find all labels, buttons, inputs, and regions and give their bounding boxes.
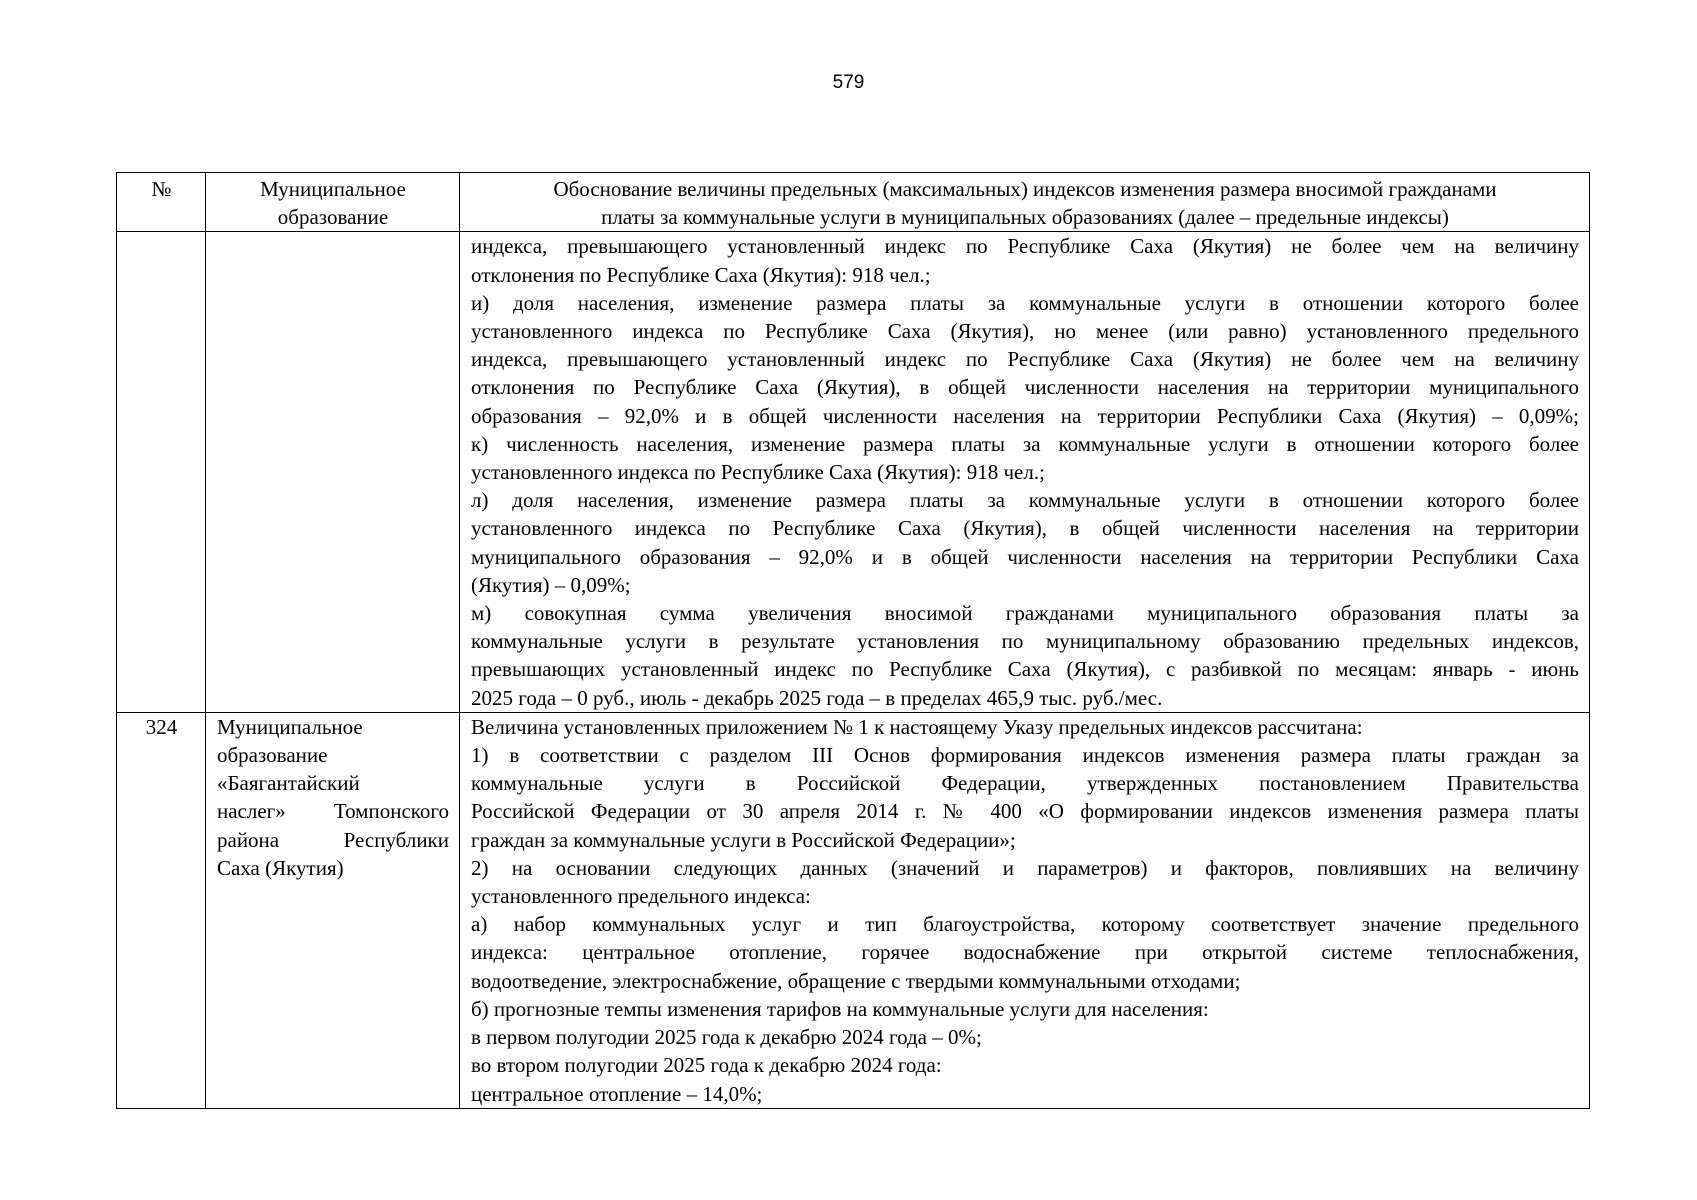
municipality-line: образование — [217, 743, 328, 768]
text-line: установленного предельного индекса: — [471, 884, 811, 909]
text-line: б) прогнозные темпы изменения тарифов на коммунальные услуги для населения: — [471, 996, 1209, 1021]
municipality-line: района Республики — [217, 827, 449, 852]
cell-municipality-empty — [206, 232, 460, 712]
text-line: и) доля населения, изменение размера платы за коммунальные услуги в отношении которого более — [471, 290, 1579, 315]
justification-text — [471, 232, 1579, 711]
header-municipality-line: Муниципальное — [260, 177, 406, 201]
text-line: м) совокупная сумма увеличения вносимой гражданами муниципального образования платы за — [471, 601, 1579, 626]
municipality-name — [217, 713, 449, 882]
text-line: отклонения по Республике Саха (Якутия): 918 чел.; — [471, 262, 931, 287]
text-line: в первом полугодии 2025 года к декабрю 2024 года – 0%; — [471, 1025, 982, 1050]
cell-number — [117, 712, 206, 1108]
text-line: индекса, превышающего установленный индекс по Республике Саха (Якутия) не более чем на величину — [471, 234, 1579, 259]
header-justification — [460, 173, 1590, 232]
text-line: муниципального образования – 92,0% и в общей численности населения на территории Республики Саха — [471, 544, 1579, 569]
header-municipality-line: образование — [277, 205, 389, 230]
header-number-label: № — [151, 177, 172, 201]
text-line: установленного индекса по Республике Саха (Якутия), в общей численности населения на территории — [471, 516, 1579, 541]
text-line: Величина установленных приложением № 1 к настоящему Указу предельных индексов рассчитана: — [471, 714, 1363, 739]
text-line: коммунальные услуги в результате установления по муниципальному образованию предельных индексов, — [471, 629, 1579, 654]
text-line: отклонения по Республике Саха (Якутия), в общей численности населения на территории муниципального — [471, 375, 1579, 400]
text-line: (Якутия) – 0,09%; — [471, 572, 631, 597]
table-row-continued — [117, 232, 1590, 712]
text-line: Российской Федерации от 30 апреля 2014 г. № 400 «О формировании индексов изменения размера платы — [471, 799, 1579, 824]
municipality-line: Саха (Якутия) — [217, 855, 344, 880]
table-header-row — [117, 173, 1590, 232]
text-line: а) набор коммунальных услуг и тип благоустройства, которому соответствует значение предельного — [471, 912, 1579, 937]
cell-number-empty — [117, 232, 206, 712]
header-municipality — [206, 173, 460, 232]
text-line: образования – 92,0% и в общей численности населения на территории Республики Саха (Якутия) – 0,09%; — [471, 403, 1579, 428]
header-number — [117, 173, 206, 232]
text-line: 2025 года – 0 руб., июль - декабрь 2025 года – в пределах 465,9 тыс. руб./мес. — [471, 685, 1163, 710]
table-row-324 — [117, 712, 1590, 1108]
cell-justification — [460, 712, 1590, 1108]
text-line: л) доля населения, изменение размера платы за коммунальные услуги в отношении которого более — [471, 488, 1579, 513]
justification-table — [116, 172, 1590, 1109]
text-line: превышающих установленный индекс по Республике Саха (Якутия), с разбивкой по месяцам: январь - июнь — [471, 657, 1579, 682]
text-line: центральное отопление – 14,0%; — [471, 1081, 763, 1106]
text-line: установленного индекса по Республике Саха (Якутия): 918 чел.; — [471, 460, 1045, 485]
text-line: граждан за коммунальные услуги в Российской Федерации»; — [471, 827, 1016, 852]
municipality-line: Муниципальное — [217, 714, 363, 739]
text-line: установленного индекса по Республике Саха (Якутия), но менее (или равно) установленного предельного — [471, 319, 1579, 344]
cell-justification — [460, 232, 1590, 712]
text-line: индекса, превышающего установленный индекс по Республике Саха (Якутия) не более чем на величину — [471, 347, 1579, 372]
municipality-line: «Баягантайский — [217, 771, 360, 796]
text-line: коммунальные услуги в Российской Федерации, утвержденных постановлением Правительства — [471, 771, 1579, 796]
text-line: 2) на основании следующих данных (значений и параметров) и факторов, повлиявших на величину — [471, 855, 1579, 880]
row-number: 324 — [145, 714, 178, 739]
text-line: к) численность населения, изменение размера платы за коммунальные услуги в отношении которого более — [471, 431, 1579, 456]
text-line: во втором полугодии 2025 года к декабрю 2024 года: — [471, 1053, 942, 1078]
cell-municipality — [206, 712, 460, 1108]
justification-text — [471, 713, 1579, 1108]
text-line: водоотведение, электроснабжение, обращение с твердыми коммунальными отходами; — [471, 968, 1241, 993]
municipality-line: наслег» Томпонского — [217, 799, 449, 824]
page-number: 579 — [832, 72, 865, 93]
text-line: 1) в соответствии с разделом III Основ формирования индексов изменения размера платы граждан за — [471, 743, 1579, 768]
header-justification-line: Обоснование величины предельных (максимальных) индексов изменения размера вносимой гражданами — [553, 177, 1497, 201]
header-justification-line: платы за коммунальные услуги в муниципальных образованиях (далее – предельные индексы) — [601, 205, 1449, 230]
text-line: индекса: центральное отопление, горячее водоснабжение при открытой системе теплоснабжения, — [471, 940, 1579, 965]
